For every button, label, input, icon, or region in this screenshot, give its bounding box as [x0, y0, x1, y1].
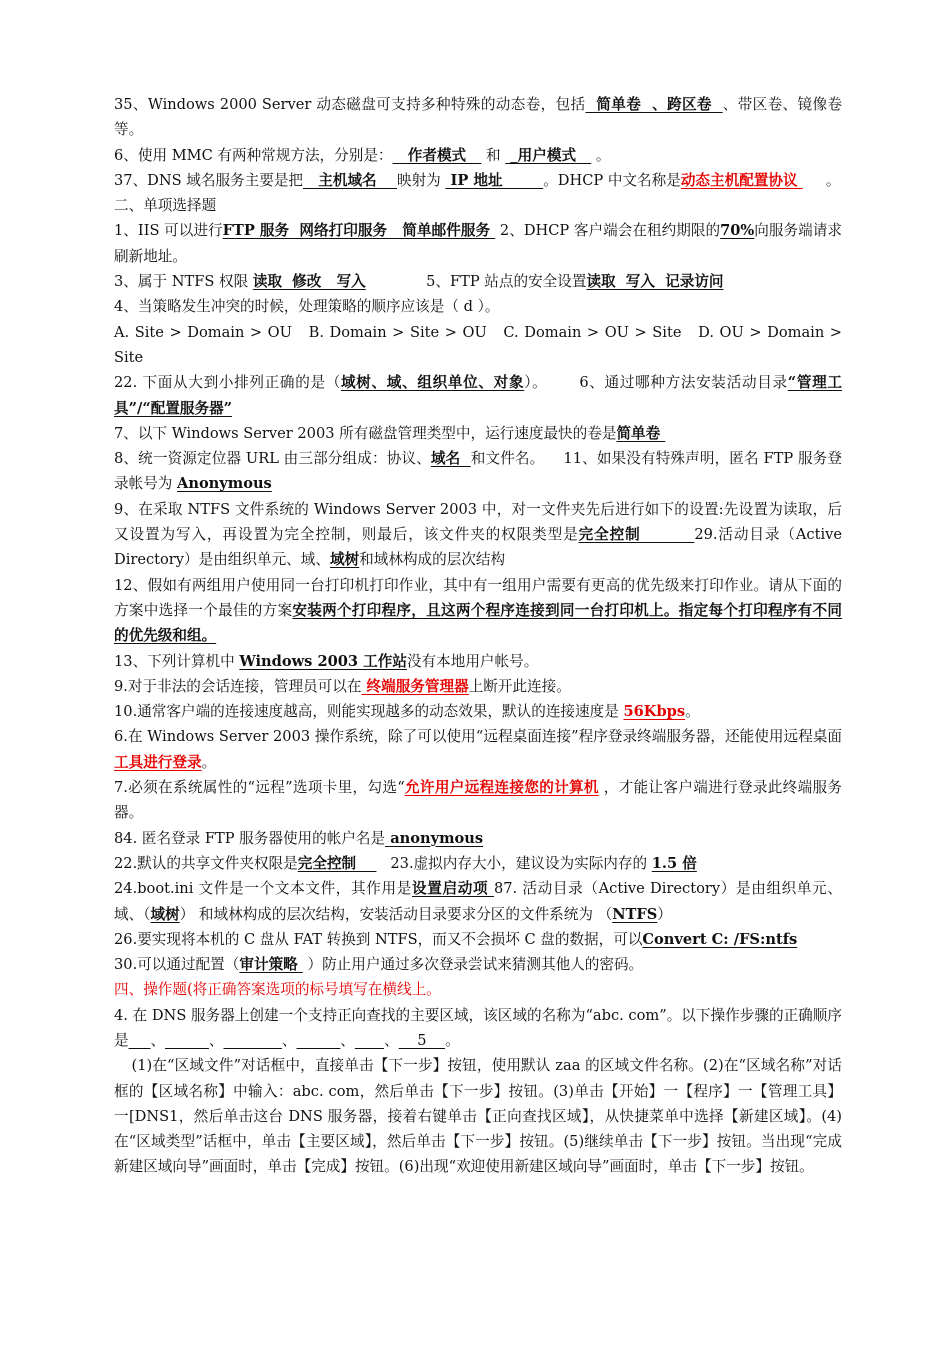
q13-text-end: 没有本地用户帐号。	[406, 652, 539, 670]
q7-text: 7、以下 Windows Server 2003 所有磁盘管理类型中，运行速度最快的卷是	[114, 424, 617, 442]
q10-text: 10.通常客户端的连接速度越高，则能实现越多的动态效果，默认的连接速度是	[114, 703, 624, 721]
q13-paragraph	[114, 649, 842, 674]
q37-text-end: 。	[802, 171, 841, 189]
document-page	[114, 92, 847, 1180]
q6-answer-2: _用户模式	[505, 146, 592, 164]
q4op-blank-2: ______	[165, 1031, 209, 1049]
q4-options: A. Site > Domain > OU B. Domain > Site > OU C. Domain > OU > Site D. OU > Domain > Site	[114, 323, 847, 366]
q7b-paragraph	[114, 775, 842, 826]
q9-answer-2: 域树	[329, 551, 360, 569]
q22b-answer-1: 完全控制	[297, 854, 377, 872]
q7-answer: 简单卷	[616, 424, 666, 442]
q84-answer: anonymous	[385, 829, 484, 847]
section-4-heading: 四、操作题(将正确答案选项的标号填写在横线上。	[114, 981, 441, 999]
q1-answer-2: 70%	[720, 222, 755, 240]
q6b-text: 6.在 Windows Server 2003 操作系统，除了可以使用“远程桌面连接”程序登录终端服务器，还能使用远程桌面	[114, 728, 842, 746]
q37-text-mid: 映射为	[396, 171, 446, 189]
q30-answer: 审计策略	[239, 956, 303, 974]
q37-text: 37、DNS 域名服务主要是把	[114, 171, 304, 189]
q22a-paragraph	[114, 370, 842, 421]
q26-paragraph	[114, 927, 842, 952]
q35-answer: 简单卷 、跨区卷	[585, 96, 723, 113]
q3-answer-1: 读取 修改 写入	[252, 273, 366, 291]
q5-text: 5、FTP 站点的安全设置	[426, 273, 587, 291]
q24-text: 24.boot.ini 文件是一个文本文件，其作用是	[114, 880, 413, 898]
q9b-paragraph	[114, 674, 842, 699]
q4op-blank-6: 5	[398, 1031, 446, 1049]
q4op-text: 4. 在 DNS 服务器上创建一个支持正向查找的主要区域，该区域的名称为“abc. com”。以下操作步骤的正确顺序是	[114, 1006, 842, 1049]
q22a-answer-2: “管理工具”/“配置服务器”	[114, 374, 842, 417]
q35-paragraph	[114, 92, 842, 143]
q37-answer-1: 主机域名	[303, 171, 397, 189]
q7b-answer: 允许用户远程连接您的计算机	[404, 779, 599, 797]
q1-text-end: 向服务端请求刷新地址。	[114, 222, 842, 265]
q8-text: 8、统一资源定位器 URL 由三部分组成：协议、	[114, 450, 431, 468]
q8-paragraph	[114, 446, 842, 497]
q84-text: 84. 匿名登录 FTP 服务器使用的帐户名是	[114, 829, 386, 847]
q4op-sep-3: 、	[281, 1031, 297, 1049]
q3-paragraph	[114, 269, 842, 294]
q9b-text: 9.对于非法的会话连接，管理员可以在	[114, 677, 362, 695]
q1-text: 1、IIS 可以进行	[114, 222, 223, 240]
q87-text-end: ）	[657, 905, 672, 923]
q4op-blank-1: ___	[128, 1031, 151, 1049]
q87-text-mid: ） 和域林构成的层次结构，安装活动目录要求分区的文件系统为 （	[179, 905, 613, 923]
q26-text: 26.要实现将本机的 C 盘从 FAT 转换到 NTFS，而又不会损坏 C 盘的数据，可以	[114, 930, 643, 948]
q6-text: 6、使用 MMC 有两种常规方法，分别是：	[114, 146, 393, 164]
q6b-text-end: 。	[201, 753, 217, 771]
q7-paragraph	[114, 421, 842, 446]
q4op-end: 。	[445, 1031, 460, 1049]
q4op-sep-2: 、	[208, 1031, 224, 1049]
q9-paragraph	[114, 497, 842, 573]
q4op-paragraph	[114, 1003, 842, 1054]
q1-answer-1: FTP 服务 网络打印服务 简单邮件服务	[222, 222, 496, 240]
q6-text-and: 和	[481, 146, 506, 164]
q24-answer: 设置启动项	[412, 880, 494, 898]
q4op-blank-4: ______	[296, 1031, 341, 1049]
section-2-heading: 二、单项选择题	[114, 197, 217, 215]
q8-answer-2: Anonymous	[177, 475, 272, 493]
q22b-paragraph	[114, 851, 842, 876]
q35-text: 35、Windows 2000 Server 动态磁盘可支持多种特殊的动态卷，包括	[114, 96, 586, 113]
q23-answer: 1.5 倍	[651, 854, 697, 872]
q22a-answer-1: 域树、域、组织单位、对象	[341, 374, 525, 392]
q7b-text: 7.必须在系统属性的“远程”选项卡里，勾选“	[114, 779, 405, 797]
q4op-blank-3: ________	[223, 1031, 282, 1049]
q6b-answer: 工具进行登录	[114, 753, 202, 771]
q10-paragraph	[114, 699, 842, 724]
q10-answer: 56Kbps	[623, 703, 686, 721]
q4op-steps: (1)在“区域文件”对话框中，直接单击【下一步】按钮，使用默认 zaa 的区域文件名称。(2)在“区域名称”对话框的【区域名称】中输入：abc. com，然后单击【下一步】按钮。(3)单击【开始】一【程序】一【管理工具】一[DNS1，然后单击这台 DNS 服务器，接着右键单击【正向查找区域】，从快捷菜单中选择【新建区域】。(4)在“区域类型”话框中，单击【主要区域】，然后单击【下一步】按钮。(5)继续单击【下一步】按钮。当出现“完成新建区域向导”画面时，单击【完成】按钮。(6)出现“欢迎使用新建区域向导”画面时，单击【下一步】按钮。	[114, 1057, 842, 1176]
q10-text-end: 。	[685, 703, 700, 721]
q30-paragraph	[114, 952, 842, 977]
q7b-text-end: ，才能让客户端进行登录此终端服务器。	[114, 779, 842, 822]
q1-text-dhcp: 2、DHCP 客户端会在租约期限的	[495, 222, 721, 240]
q35-text-end: 、带区卷、镜像卷等。	[114, 96, 842, 139]
q37-paragraph	[114, 168, 842, 193]
q24-paragraph	[114, 876, 842, 927]
q3-text: 3、属于 NTFS 权限	[114, 273, 253, 291]
q87-text: 87. 活动目录（Active Directory）是由组织单元、域、（	[114, 880, 842, 923]
q1-paragraph	[114, 218, 842, 269]
q8-answer-1: 域名	[430, 450, 471, 468]
q12-paragraph	[114, 573, 842, 649]
q6-paragraph	[114, 143, 842, 168]
q30-text: 30.可以通过配置（	[114, 956, 240, 974]
q9-answer-1: 完全控制	[578, 526, 695, 544]
q4op-sep-1: 、	[150, 1031, 166, 1049]
q87-answer-1: 域树	[150, 905, 180, 923]
q8-text-mid: 和文件名。 11、如果没有特殊声明，匿名 FTP 服务登录帐号为	[114, 450, 842, 493]
q12-text: 12、假如有两组用户使用同一台打印机打印作业，其中有一组用户需要有更高的优先级来打印作业。请从下面的方案中选择一个最佳的方案	[114, 576, 842, 619]
q6-text-end: 。	[591, 146, 611, 164]
q9-text-end: 和域林构成的层次结构	[359, 551, 506, 569]
q22a-text-mid: ）。 6、通过哪种方法安装活动目录	[524, 374, 788, 392]
q4op-blank-5: ____	[354, 1031, 385, 1049]
q4op-sep-5: 、	[384, 1031, 399, 1049]
q9b-answer: 终端服务管理器	[361, 677, 469, 695]
q26-answer: Convert C: /FS:ntfs	[642, 930, 798, 948]
q5-answer: 读取 写入 记录访问	[586, 273, 724, 291]
q4-stem: 4、当策略发生冲突的时候，处理策略的顺序应该是（ d ）。	[114, 298, 500, 316]
q22a-text: 22. 下面从大到小排列正确的是（	[114, 374, 341, 392]
q9-text-mid: 29.活动目录（Active Directory）是由组织单元、域、	[114, 526, 842, 569]
q3-gap	[366, 273, 426, 290]
q22b-text: 22.默认的共享文件夹权限是	[114, 854, 298, 872]
q6b-paragraph	[114, 724, 842, 775]
q87-answer-2: NTFS	[612, 905, 658, 923]
q13-text: 13、下列计算机中	[114, 652, 240, 670]
q9-text: 9、在采取 NTFS 文件系统的 Windows Server 2003 中，对一文件夹先后进行如下的设置:先设置为读取，后又设置为写入，再设置为完全控制，则最后，该文件夹的权限类型是	[114, 500, 842, 544]
q30-text-end: ）防止用户通过多次登录尝试来猜测其他人的密码。	[302, 956, 644, 974]
q37-answer-2: IP 地址	[445, 171, 544, 189]
q13-answer: Windows 2003 工作站	[239, 652, 407, 670]
q4op-sep-4: 、	[340, 1031, 355, 1049]
q37-text-dhcp: 。DHCP 中文名称是	[543, 171, 681, 189]
q6-answer-1: 作者模式	[392, 146, 482, 164]
q9b-text-end: 上断开此连接。	[468, 677, 571, 695]
q84-paragraph	[114, 826, 842, 851]
q12-answer: 安装两个打印程序，且这两个程序连接到同一台打印机上。指定每个打印程序有不同的优先级和组。	[114, 601, 842, 645]
q23-text: 23.虚拟内存大小，建议设为实际内存的	[376, 854, 652, 872]
q37-answer-3: 动态主机配置协议	[680, 171, 803, 189]
